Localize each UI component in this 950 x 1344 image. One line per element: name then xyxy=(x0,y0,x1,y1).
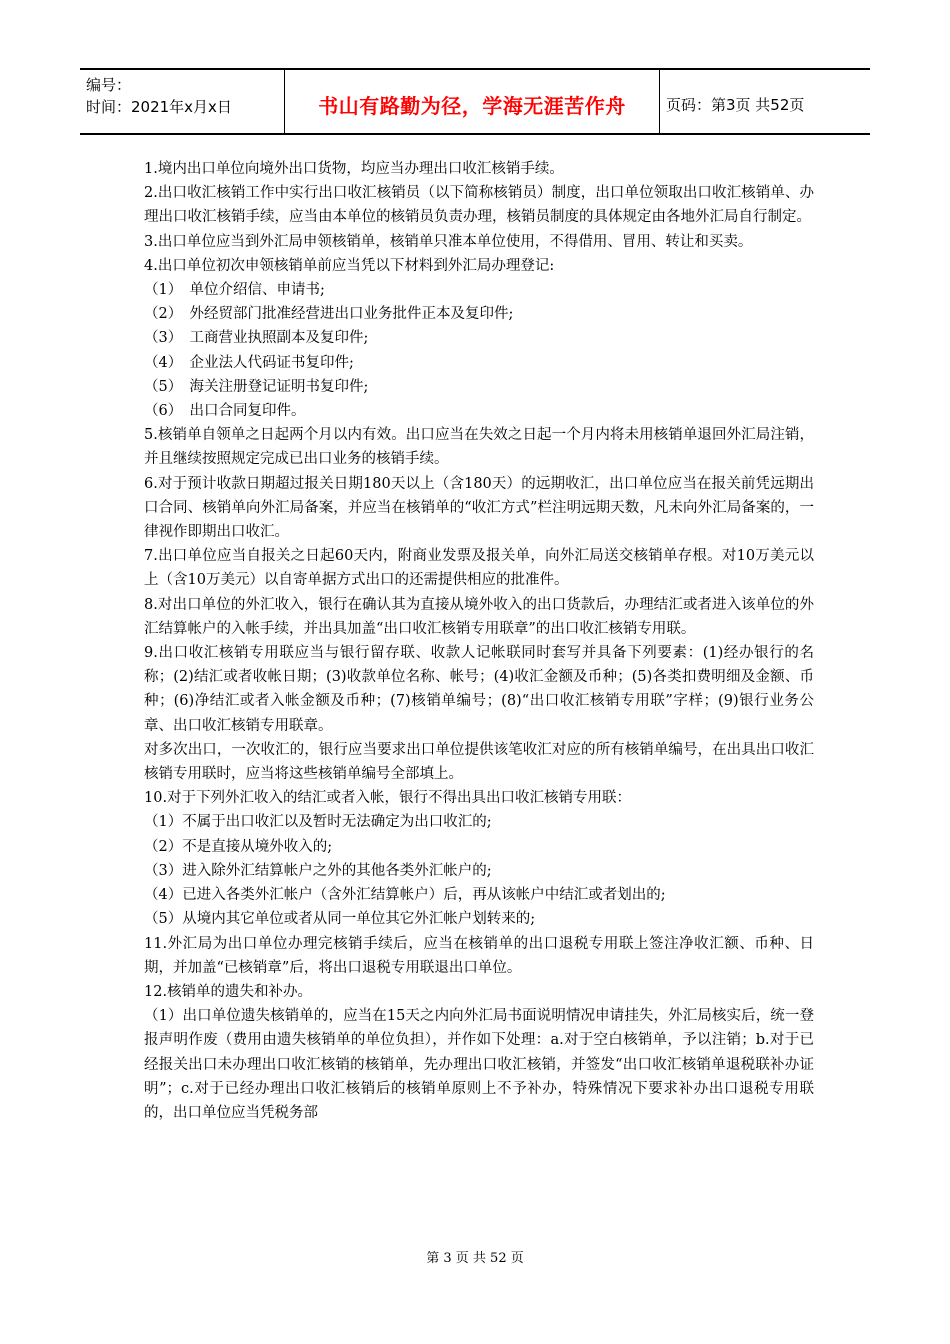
paragraph: 4.出口单位初次申领核销单前应当凭以下材料到外汇局办理登记: xyxy=(144,257,555,274)
paragraph: 8.对出口单位的外汇收入，银行在确认其为直接从境外收入的出口货款后，办理结汇或者进入该单位的外汇结算帐户的入帐手续，并出具加盖“出口收汇核销专用联章”的出口收汇核销专用联。 xyxy=(144,596,814,637)
page-info-text: 页码：第3页 共52页 xyxy=(666,96,805,114)
page-footer xyxy=(0,1247,950,1266)
document-body xyxy=(144,157,814,1125)
header-motto-cell xyxy=(285,70,660,133)
list-item: （3）进入除外汇结算帐户之外的其他各类外汇帐户的; xyxy=(144,862,492,879)
paragraph: 11.外汇局为出口单位办理完核销手续后，应当在核销单的出口退税专用联上签注净收汇额、币种、日期，并加盖“已核销章”后，将出口退税专用联退出口单位。 xyxy=(144,935,814,976)
document-number-label: 编号： xyxy=(86,76,132,94)
paragraph: 9.出口收汇核销专用联应当与银行留存联、收款人记帐联同时套写并具备下列要素：(1)经办银行的名称；(2)结汇或者收帐日期；(3)收款单位名称、帐号；(4)收汇金额及币种；(5)各类扣费明细及金额、币种；(6)净结汇或者入帐金额及币种；(7)核销单编号；(8)“出口收汇核销专用联”字样；(9)银行业务公章、出口收汇核销专用联章。 xyxy=(144,645,814,734)
paragraph: 2.出口收汇核销工作中实行出口收汇核销员（以下简称核销员）制度，出口单位领取出口收汇核销单、办理出口收汇核销手续，应当由本单位的核销员负责办理，核销员制度的具体规定由各地外汇局自行制定。 xyxy=(144,185,814,226)
paragraph: 6.对于预计收款日期超过报关日期180天以上（含180天）的远期收汇，出口单位应当在报关前凭远期出口合同、核销单向外汇局备案，并应当在核销单的“收汇方式”栏注明远期天数，凡未向外汇局备案的，一律视作即期出口收汇。 xyxy=(144,475,814,541)
header-meta xyxy=(80,70,285,133)
paragraph: 1.境内出口单位向境外出口货物，均应当办理出口收汇核销手续。 xyxy=(144,161,564,177)
list-item: （2）不是直接从境外收入的; xyxy=(144,838,333,855)
paragraph: （1）出口单位遗失核销单的，应当在15天之内向外汇局书面说明情况申请挂失，外汇局核实后，统一登报声明作废（费用由遗失核销单的单位负担），并作如下处理：a.对于空白核销单，予以注销；b.对于已经报关出口未办理出口收汇核销的核销单，先办理出口收汇核销，并签发“出口收汇核销单退税联补办证明”；c.对于已经办理出口收汇核销后的核销单原则上不予补办，特殊情况下要求补办出口退税专用联的，出口单位应当凭税务部 xyxy=(144,1008,814,1121)
list-item: （5） 海关注册登记证明书复印件; xyxy=(144,378,369,395)
paragraph: 5.核销单自领单之日起两个月以内有效。出口应当在失效之日起一个月内将未用核销单退回外汇局注销，并且继续按照规定完成已出口业务的核销手续。 xyxy=(144,427,814,468)
footer-page-number: 第 3 页 共 52 页 xyxy=(426,1251,524,1266)
paragraph: 10.对于下列外汇收入的结汇或者入帐，银行不得出具出口收汇核销专用联： xyxy=(144,790,632,807)
motto-text: 书山有路勤为径，学海无涯苦作舟 xyxy=(318,94,626,118)
list-item: （5）从境内其它单位或者从同一单位其它外汇帐户划转来的; xyxy=(144,911,536,928)
page-header xyxy=(80,68,870,135)
list-item: （4） 企业法人代码证书复印件; xyxy=(144,354,354,371)
list-item: （4）已进入各类外汇帐户（含外汇结算帐户）后，再从该帐户中结汇或者划出的; xyxy=(144,887,666,904)
paragraph: 3.出口单位应当到外汇局申领核销单，核销单只准本单位使用，不得借用、冒用、转让和买卖。 xyxy=(144,233,753,250)
header-page-info xyxy=(660,70,870,133)
list-item: （6） 出口合同复印件。 xyxy=(144,403,306,420)
paragraph: 对多次出口，一次收汇的，银行应当要求出口单位提供该笔收汇对应的所有核销单编号，在出具出口收汇核销专用联时，应当将这些核销单编号全部填上。 xyxy=(144,741,814,783)
paragraph: 12.核销单的遗失和补办。 xyxy=(144,983,313,1000)
paragraph: 7.出口单位应当自报关之日起60天内，附商业发票及报关单，向外汇局送交核销单存根。对10万美元以上（含10万美元）以自寄单据方式出口的还需提供相应的批准件。 xyxy=(144,548,814,589)
list-item: （1）不属于出口收汇以及暂时无法确定为出口收汇的; xyxy=(144,814,492,831)
list-item: （3） 工商营业执照副本及复印件; xyxy=(144,330,369,347)
list-item: （2） 外经贸部门批准经营进出口业务批件正本及复印件; xyxy=(144,306,514,323)
document-time-label: 时间：2021年x月x日 xyxy=(86,98,232,116)
list-item: （1） 单位介绍信、申请书; xyxy=(144,282,325,299)
